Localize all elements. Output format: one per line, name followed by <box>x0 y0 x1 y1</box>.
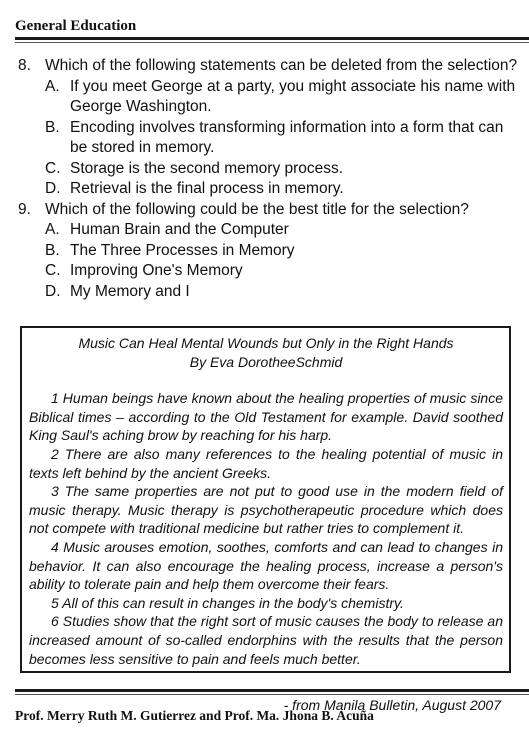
article-title: Music Can Heal Mental Wounds but Only in the Right Hands <box>78 335 454 351</box>
article-paragraph-3: 3 The same properties are not put to good use in the modern field of music therapy. Music therapy is psychotherapeutic procedure which does not compete with traditional medicine but rather tries to complement it. <box>29 483 503 537</box>
option-letter: C. <box>45 262 61 279</box>
option-text: If you meet George at a party, you might associate his name with George Washington. <box>70 77 516 115</box>
option-text: Retrieval is the final process in memory. <box>70 180 344 197</box>
question-8 <box>18 56 523 77</box>
option-letter: A. <box>45 77 60 95</box>
question-8-option-a <box>45 77 523 118</box>
article-paragraph-4: 4 Music arouses emotion, soothes, comforts and can lead to changes in behavior. It can also encourage the healing process, increase a person's ability to tolerate pain and help them overcome their fears. <box>29 538 503 593</box>
option-text: Improving One's Memory <box>70 262 243 279</box>
page-footer: Prof. Merry Ruth M. Gutierrez and Prof. Ma. Jhona B. Acuña <box>15 708 374 723</box>
article-paragraph-6: 6 Studies show that the right sort of music causes the body to release an increased amount of so-called endorphins with the results that the person becomes less sensitive to pain and feels much better. <box>29 613 503 667</box>
question-number: 9. <box>18 200 31 218</box>
question-9-option-a <box>45 220 523 241</box>
question-text: Which of the following could be the best title for the selection? <box>45 200 469 218</box>
question-9-option-c <box>45 261 523 282</box>
reading-passage-box <box>20 326 511 714</box>
option-letter: B. <box>45 241 60 259</box>
option-text: My Memory and I <box>70 282 190 300</box>
question-9-option-b <box>45 241 523 262</box>
option-letter: C. <box>45 159 61 177</box>
question-8-option-c <box>45 159 523 180</box>
option-text: Storage is the second memory process. <box>70 159 344 177</box>
question-8-option-d <box>45 179 523 200</box>
article-paragraph-5: 5 All of this can result in changes in the body's chemistry. <box>51 594 404 611</box>
question-number: 8. <box>18 57 31 74</box>
option-text: The Three Processes in Memory <box>70 241 295 259</box>
option-text: Encoding involves transforming information into a form that can be stored in memory. <box>70 118 504 156</box>
article-author: By Eva DorotheeSchmid <box>189 353 343 370</box>
footer-rule-thin <box>15 694 529 695</box>
article-source: - from Manila Bulletin, August 2007 <box>283 697 501 714</box>
question-text: Which of the following statements can be deleted from the selection? <box>45 57 518 74</box>
article-paragraph-1: 1 Human beings have known about the healing properties of music since Biblical times – according to the Old Testament for example. David soothed King Saul's aching brow by reaching for his harp. <box>29 390 503 444</box>
footer-rule <box>15 689 529 692</box>
question-8-option-b <box>45 118 523 159</box>
header-rule <box>15 37 529 40</box>
header-rule-thin <box>15 42 529 43</box>
question-list <box>18 56 523 302</box>
question-9-option-d <box>45 282 523 303</box>
option-letter: D. <box>45 282 61 300</box>
option-letter: A. <box>45 221 60 238</box>
option-letter: B. <box>45 118 60 136</box>
article-paragraph-2: 2 There are also many references to the healing potential of music in texts left behind by the ancient Greeks. <box>29 445 503 481</box>
option-letter: D. <box>45 180 61 197</box>
option-text: Human Brain and the Computer <box>70 221 289 238</box>
page-header: General Education <box>15 18 137 34</box>
question-9 <box>18 200 523 221</box>
